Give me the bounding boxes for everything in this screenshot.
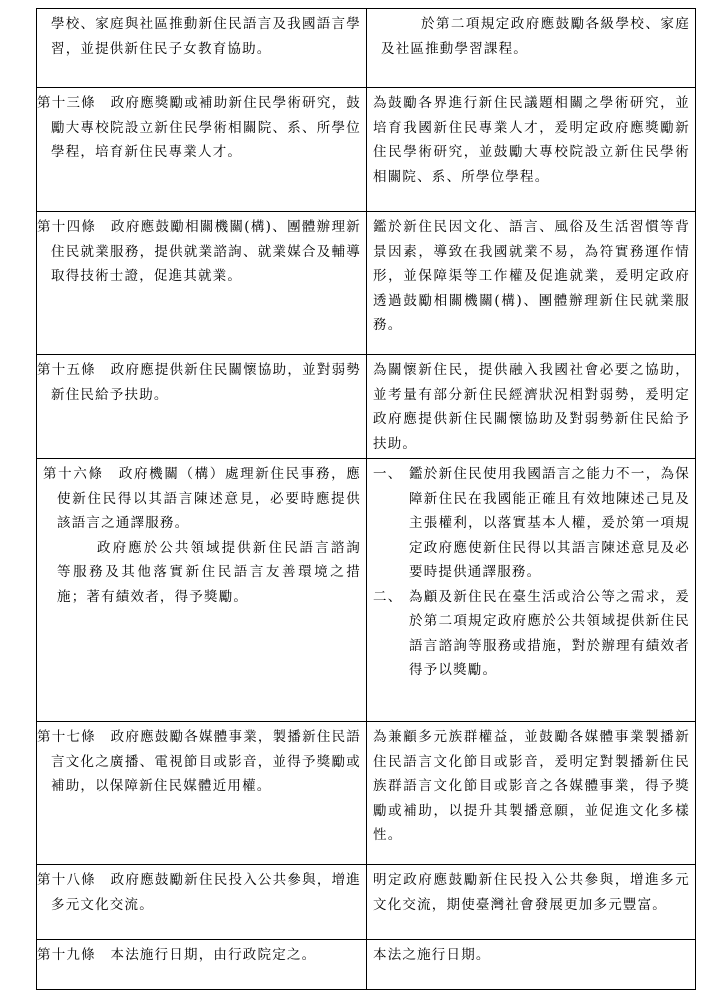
item-text: 鑑於新住民使用我國語言之能力不一，為保障新住民在我國能正確且有效地陳述己見及主張權利，以落實基本人權，爰於第一項規定政府應使新住民得以其語言陳述意見及必要時提供通譯服務。: [409, 466, 690, 580]
list-item: [373, 585, 690, 683]
explanation-cell: [367, 459, 696, 722]
explanation-text: 本法之施行日期。: [367, 940, 696, 990]
item-text: 為顧及新住民在臺生活或洽公等之需求，爰於第二項規定政府應於公共領域提供新住民語言諮詢等服務或措施，對於辦理有績效者得予以獎勵。: [409, 588, 690, 678]
table-row: [37, 459, 696, 722]
article-text: 第十五條 政府應提供新住民關懷協助，並對弱勢新住民給予扶助。: [37, 355, 367, 459]
table-row: [37, 355, 696, 459]
table-row: [37, 9, 696, 88]
article-cell: [37, 459, 367, 722]
article-text: 第十四條 政府應鼓勵相關機關(構)、團體辦理新住民就業服務，提供就業諮詢、就業媒合及輔導取得技術士證，促進其就業。: [37, 212, 367, 355]
list-item: [373, 462, 690, 585]
article-text: 第十三條 政府應獎勵或補助新住民學術研究，鼓勵大專校院設立新住民學術相關院、系、所學位學程，培育新住民專業人才。: [37, 88, 367, 212]
table-row: [37, 88, 696, 212]
explanation-text: 為兼顧多元族群權益，並鼓勵各媒體事業製播新住民語言文化節目或影音，爰明定對製播新住民族群語言文化節目或影音之各媒體事業，得予獎勵或補助，以提升其製播意願，並促進文化多樣性。: [367, 722, 696, 865]
explanation-text: 鑑於新住民因文化、語言、風俗及生活習慣等背景因素，導致在我國就業不易，為符實務運作情形，並保障渠等工作權及促進就業，爰明定政府透過鼓勵相關機關(構)、團體辦理新住民就業服務。: [367, 212, 696, 355]
article-paragraph-2: 政府應於公共領域提供新住民語言諮詢等服務及其他落實新住民語言友善環境之措施；著有績效者，得予獎勵。: [57, 539, 361, 605]
article-text: 學校、家庭與社區推動新住民語言及我國語言學習，並提供新住民子女教育協助。: [37, 9, 367, 88]
item-number: 一、: [373, 466, 403, 482]
item-number: 二、: [373, 588, 403, 605]
law-comparison-table: [36, 8, 696, 990]
article-text: 第十九條 本法施行日期，由行政院定之。: [37, 940, 367, 990]
explanation-text: 為關懷新住民，提供融入我國社會必要之協助，並考量有部分新住民經濟狀況相對弱勢，爰明定政府應提供新住民關懷協助及對弱勢新住民給予扶助。: [367, 355, 696, 459]
explanation-text: 明定政府應鼓勵新住民投入公共參與，增進多元文化交流，期使臺灣社會發展更加多元豐富。: [367, 865, 696, 940]
table-row: [37, 722, 696, 865]
explanation-text: 為鼓勵各界進行新住民議題相關之學術研究，並培育我國新住民專業人才，爰明定政府應獎勵新住民學術研究，並鼓勵大專校院設立新住民學術相關院、系、所學位學程。: [367, 88, 696, 212]
article-text: 第十八條 政府應鼓勵新住民投入公共參與，增進多元文化交流。: [37, 865, 367, 940]
article-text: 第十七條 政府應鼓勵各媒體事業，製播新住民語言文化之廣播、電視節目或影音，並得予獎勵或補助，以保障新住民媒體近用權。: [37, 722, 367, 865]
table-row: [37, 940, 696, 990]
article-text: 第十六條 政府機關（構）處理新住民事務，應使新住民得以其語言陳述意見，必要時應提供該語言之通譯服務。: [43, 466, 361, 531]
table-row: [37, 212, 696, 355]
table-row: [37, 865, 696, 940]
explanation-text: 於第二項規定政府應鼓勵各級學校、家庭及社區推動學習課程。: [367, 9, 696, 88]
